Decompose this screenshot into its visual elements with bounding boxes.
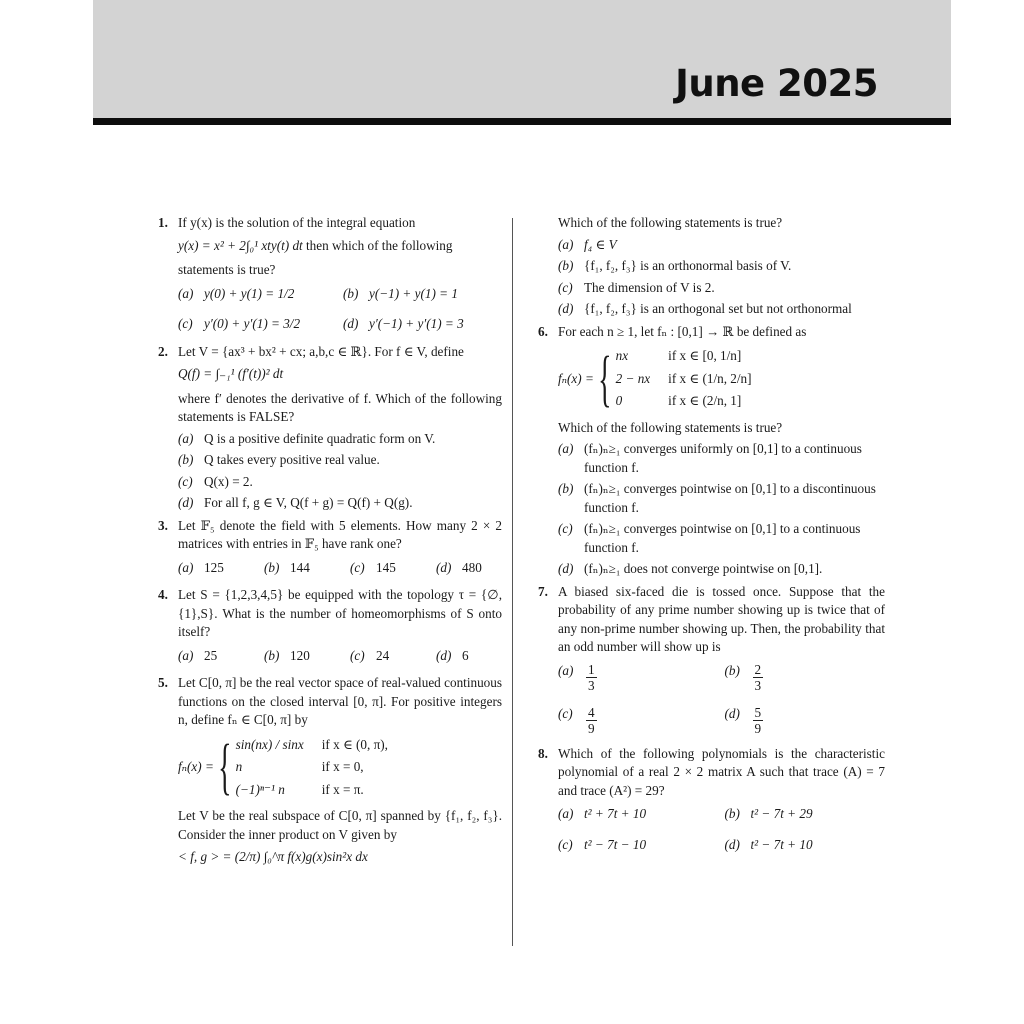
option-c[interactable]: (c) 145 <box>350 559 396 575</box>
question-1 <box>150 214 502 337</box>
question-number: 3. <box>158 517 168 533</box>
piecewise-lhs: fₙ(x) = <box>558 370 594 386</box>
case-condition: if x ∈ (0, π), <box>321 736 388 752</box>
question-8 <box>530 745 885 858</box>
header-banner <box>93 0 951 118</box>
piecewise-definition <box>558 344 885 413</box>
option-a[interactable]: (a) $\frac{1}{3}$ <box>558 661 595 693</box>
option-c[interactable]: (c) (fₙ)ₙ≥₁ converges pointwise on [0,1] to a continuous function f. <box>558 521 861 555</box>
left-column <box>150 214 502 873</box>
question-stem: Let C[0, π] be the real vector space of real-valued continuous functions on the closed interval [0, π]. For positive integers n, define fₙ ∈ C[0, π] by <box>178 675 502 727</box>
option-b[interactable]: (b) Q takes every positive real value. <box>178 452 380 467</box>
piecewise-lhs: fₙ(x) = <box>178 759 214 774</box>
inner-product-definition: < f, g > = (2/π) ∫₀^π f(x)g(x)sin²x dx <box>178 849 368 864</box>
question-number: 2. <box>158 343 168 359</box>
options <box>178 284 502 337</box>
option-d[interactable]: (d) For all f, g ∈ V, Q(f + g) = Q(f) + Q(g). <box>178 495 413 510</box>
option-a[interactable]: (a) 125 <box>178 559 224 575</box>
case-value: nx <box>615 348 629 363</box>
integral-equation <box>178 237 502 256</box>
option-c[interactable]: (c) t² − 7t − 10 <box>558 836 647 852</box>
question-stem: Let 𝔽₅ denote the field with 5 elements. How many 2 × 2 matrices with entries in 𝔽₅ have rank one? <box>178 517 502 551</box>
option-c[interactable]: (c) y′(0) + y′(1) = 3/2 <box>178 316 301 331</box>
question-3 <box>150 517 502 581</box>
option-d[interactable]: (d) (fₙ)ₙ≥₁ does not converge pointwise on [0,1]. <box>558 561 823 576</box>
option-d[interactable]: (d) $\frac{5}{9}$ <box>724 704 762 736</box>
option-b[interactable]: (b) $\frac{2}{3}$ <box>724 661 762 693</box>
quadratic-form-definition: Q(f) = ∫₋₁¹ (f′(t))² dt <box>178 366 284 381</box>
stem-end: statements is true? <box>178 262 276 277</box>
option-b[interactable]: (b) 144 <box>264 559 310 575</box>
question-stem: Let V = {ax³ + bx² + cx; a,b,c ∈ ℝ}. For f ∈ V, define <box>178 343 464 359</box>
option-d[interactable]: (d) y′(−1) + y′(1) = 3 <box>343 316 464 331</box>
equation: y(x) = x² + 2∫₀¹ xty(t) dt <box>178 237 303 253</box>
options <box>178 558 502 581</box>
case-condition: if x ∈ (1/n, 2/n] <box>668 370 752 386</box>
fraction: $\frac{4}{9}$ <box>588 704 595 736</box>
option-b[interactable]: (b) t² − 7t + 29 <box>724 806 813 821</box>
question-stem: For each n ≥ 1, let fₙ : [0,1] → ℝ be defined as <box>558 323 807 339</box>
case-condition: if x ∈ (2/n, 1] <box>668 393 742 408</box>
question-after: where f′ denotes the derivative of f. Which of the following statements is FALSE? <box>178 390 502 424</box>
option-c[interactable]: (c) The dimension of V is 2. <box>558 279 715 295</box>
question-number: 8. <box>538 745 548 761</box>
question-stem: Which of the following polynomials is the characteristic polynomial of a real 2 × 2 matrix A such that trace (A) = 7 and trace (A²) = 29? <box>558 745 885 798</box>
options <box>178 646 502 669</box>
question-stem: Let S = {1,2,3,4,5} be equipped with the topology τ = {∅,{1},S}. What is the number of homeomorphisms of S onto itself? <box>178 587 502 639</box>
option-c[interactable]: (c) 24 <box>350 647 390 663</box>
fraction: $\frac{2}{3}$ <box>754 661 762 693</box>
option-d[interactable]: (d) 480 <box>436 559 482 575</box>
option-b[interactable]: (b) y(−1) + y(1) = 1 <box>343 285 458 301</box>
case-condition: if x = π. <box>321 781 364 797</box>
question-5-continued <box>530 214 885 319</box>
left-brace: { <box>218 733 232 802</box>
options <box>558 804 885 857</box>
option-a[interactable]: (a) t² + 7t + 10 <box>558 806 647 821</box>
option-d[interactable]: (d) t² − 7t + 10 <box>724 836 813 852</box>
column-divider <box>512 218 513 946</box>
case-value: 2 − nx <box>615 370 651 386</box>
question-number: 1. <box>158 215 168 230</box>
stem-tail: then which of the following <box>306 237 453 253</box>
question-6 <box>530 323 885 579</box>
cases <box>236 736 388 800</box>
option-a[interactable]: (a) 25 <box>178 647 218 663</box>
option-c[interactable]: (c) $\frac{4}{9}$ <box>558 704 595 736</box>
case-condition: if x ∈ [0, 1/n] <box>668 348 742 363</box>
option-b[interactable]: (b) {f₁, f₂, f₃} is an orthonormal basis of V. <box>558 258 792 273</box>
question-after: Let V be the real subspace of C[0, π] spanned by {f₁, f₂, f₃}. Consider the inner product on V given by <box>178 808 502 842</box>
right-column <box>530 214 885 863</box>
page-title: June 2025 <box>675 62 878 105</box>
cases <box>616 347 752 411</box>
fraction: $\frac{5}{9}$ <box>754 704 762 736</box>
option-a[interactable]: (a) Q is a positive definite quadratic form on V. <box>178 430 436 446</box>
header-rule <box>93 118 951 125</box>
piecewise-definition <box>178 733 502 802</box>
left-brace: { <box>598 344 612 413</box>
question-number: 7. <box>538 583 548 599</box>
question-7 <box>530 583 885 739</box>
case-value: 0 <box>615 393 623 408</box>
question-after: Which of the following statements is true? <box>558 419 783 435</box>
question-2 <box>150 343 502 513</box>
option-a[interactable]: (a) (fₙ)ₙ≥₁ converges uniformly on [0,1] to a continuous function f. <box>558 441 862 475</box>
question-stem: A biased six-faced die is tossed once. Suppose that the probability of any prime number showing up is twice that of any non-prime number showing up. Then, the probability that an odd number will show up is <box>558 583 885 654</box>
option-d[interactable]: (d) 6 <box>436 647 469 663</box>
case-condition: if x = 0, <box>321 759 364 774</box>
question-stem: If y(x) is the solution of the integral equation <box>178 215 416 230</box>
option-c[interactable]: (c) Q(x) = 2. <box>178 473 253 489</box>
option-b[interactable]: (b) 120 <box>264 647 310 663</box>
question-number: 4. <box>158 587 168 602</box>
options <box>558 661 885 739</box>
question-number: 6. <box>538 323 548 339</box>
option-a[interactable]: (a) f₄ ∈ V <box>558 236 617 252</box>
case-value: sin(nx) / sinx <box>235 736 304 752</box>
question-number: 5. <box>158 675 168 690</box>
question-continued-stem: Which of the following statements is true? <box>558 215 783 230</box>
fraction: $\frac{1}{3}$ <box>588 661 595 693</box>
case-value: n <box>235 759 243 774</box>
option-b[interactable]: (b) (fₙ)ₙ≥₁ converges pointwise on [0,1] to a discontinuous function f. <box>558 481 876 515</box>
question-5 <box>150 674 502 867</box>
option-d[interactable]: (d) {f₁, f₂, f₃} is an orthogonal set but not orthonormal <box>558 301 852 316</box>
question-4 <box>150 586 502 668</box>
case-value: (−1)ⁿ⁻¹ n <box>235 781 285 797</box>
option-a[interactable]: (a) y(0) + y(1) = 1/2 <box>178 285 295 301</box>
